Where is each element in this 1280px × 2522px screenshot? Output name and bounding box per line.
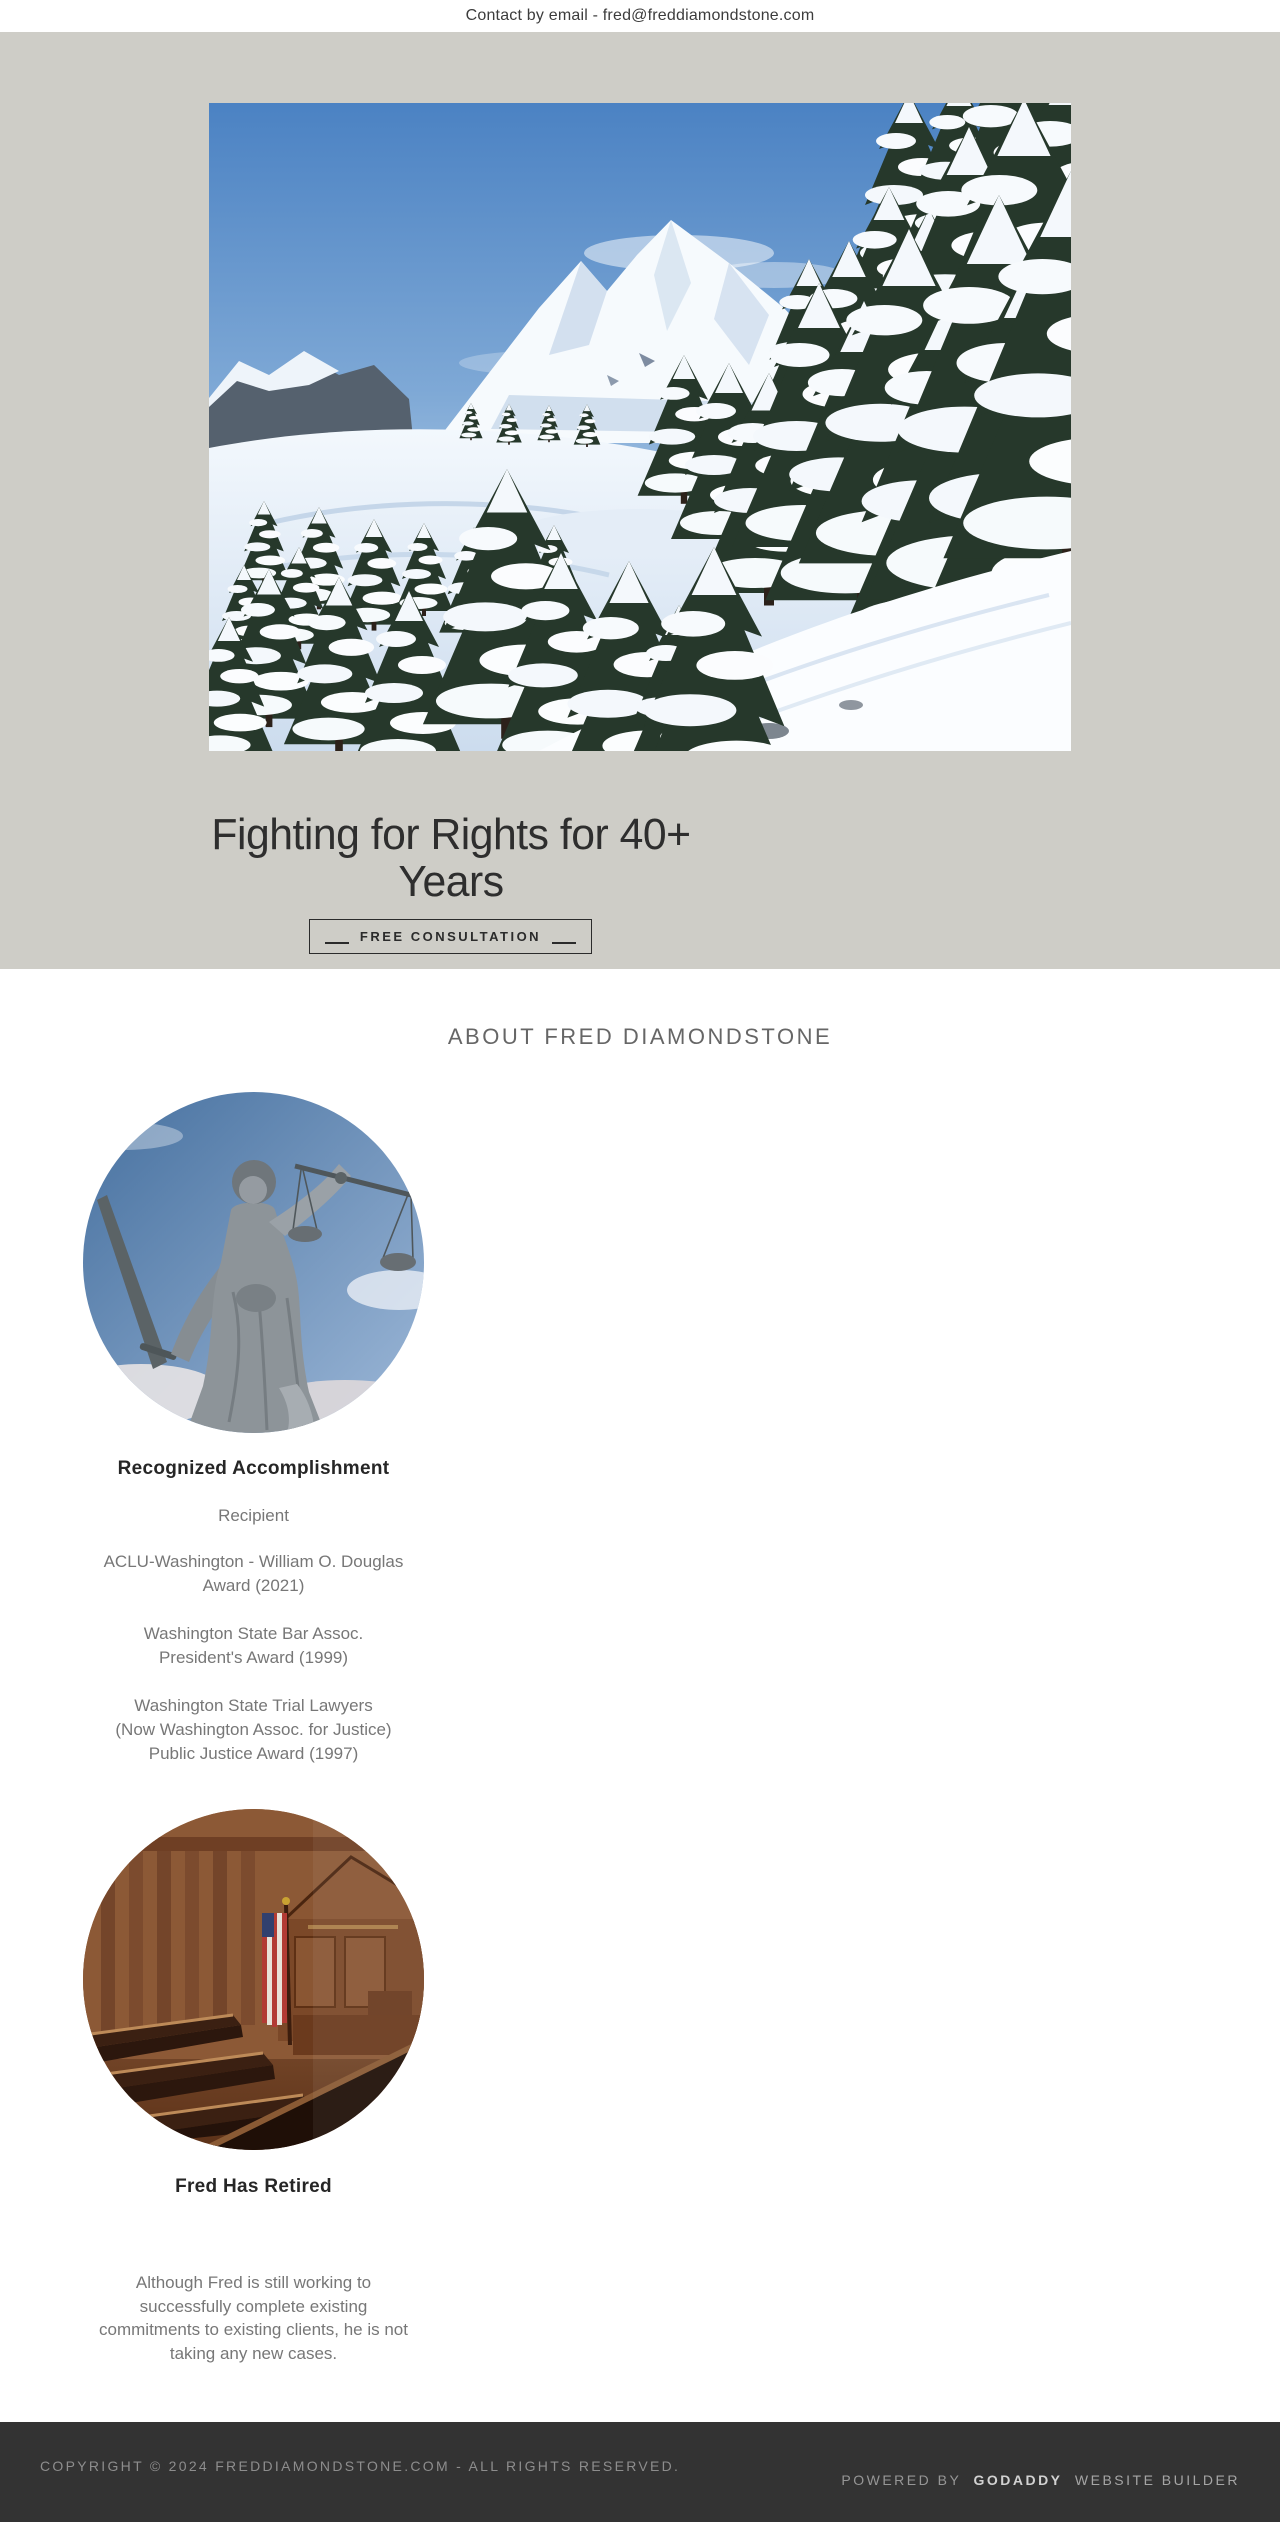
hero-photo-snowy-mountains: [209, 103, 1071, 751]
award-line: Washington State Trial Lawyers: [134, 1696, 373, 1715]
copyright-text: COPYRIGHT © 2024 FREDDIAMONDSTONE.COM - ALL RIGHTS RESERVED.: [40, 2458, 681, 2474]
award-item: [40, 1550, 467, 1598]
powered-prefix: POWERED BY: [841, 2472, 962, 2488]
card2-title: Fred Has Retired: [175, 2176, 332, 2197]
free-consultation-button[interactable]: [309, 919, 592, 954]
godaddy-link[interactable]: GODADDY: [973, 2472, 1063, 2488]
button-left-dash: [325, 942, 349, 944]
hero-title: [141, 811, 762, 905]
body-line: commitments to existing clients, he is not: [99, 2320, 408, 2339]
award-item: [40, 1694, 467, 1766]
card1-title: Recognized Accomplishment: [117, 1458, 390, 1479]
award-item: [40, 1622, 467, 1670]
powered-by: [841, 2472, 1240, 2488]
button-right-dash: [552, 942, 576, 944]
photo-lady-justice: [83, 1092, 424, 1433]
card1-subtitle: Recipient: [218, 1506, 289, 1525]
free-consultation-label: FREE CONSULTATION: [359, 929, 542, 944]
powered-suffix: WEBSITE BUILDER: [1074, 2472, 1240, 2488]
award-line: Public Justice Award (1997): [148, 1744, 359, 1763]
award-line: Award (2021): [202, 1576, 305, 1595]
card2-body: [40, 2271, 467, 2365]
about-heading: ABOUT FRED DIAMONDSTONE: [447, 1024, 833, 1049]
award-line: ACLU-Washington - William O. Douglas: [103, 1552, 404, 1571]
award-line: (Now Washington Assoc. for Justice): [115, 1720, 392, 1739]
body-line: successfully complete existing: [139, 2296, 368, 2316]
body-line: Although Fred is still working to: [135, 2273, 372, 2292]
courtroom-illustration: [83, 1809, 424, 2150]
hero-title-line1: Fighting for Rights for 40+: [211, 810, 691, 859]
topbar: [0, 0, 1280, 32]
hero-section: [0, 32, 1280, 969]
snowy-mountain-illustration: [209, 103, 1071, 751]
award-line: President's Award (1999): [158, 1648, 349, 1667]
contact-email-link[interactable]: Contact by email - fred@freddiamondstone.com: [465, 7, 815, 24]
award-line: Washington State Bar Assoc.: [143, 1624, 364, 1643]
lady-justice-illustration: [83, 1092, 424, 1433]
body-line: taking any new cases.: [169, 2343, 338, 2363]
photo-courtroom: [83, 1809, 424, 2150]
hero-title-line2: Years: [398, 857, 504, 906]
